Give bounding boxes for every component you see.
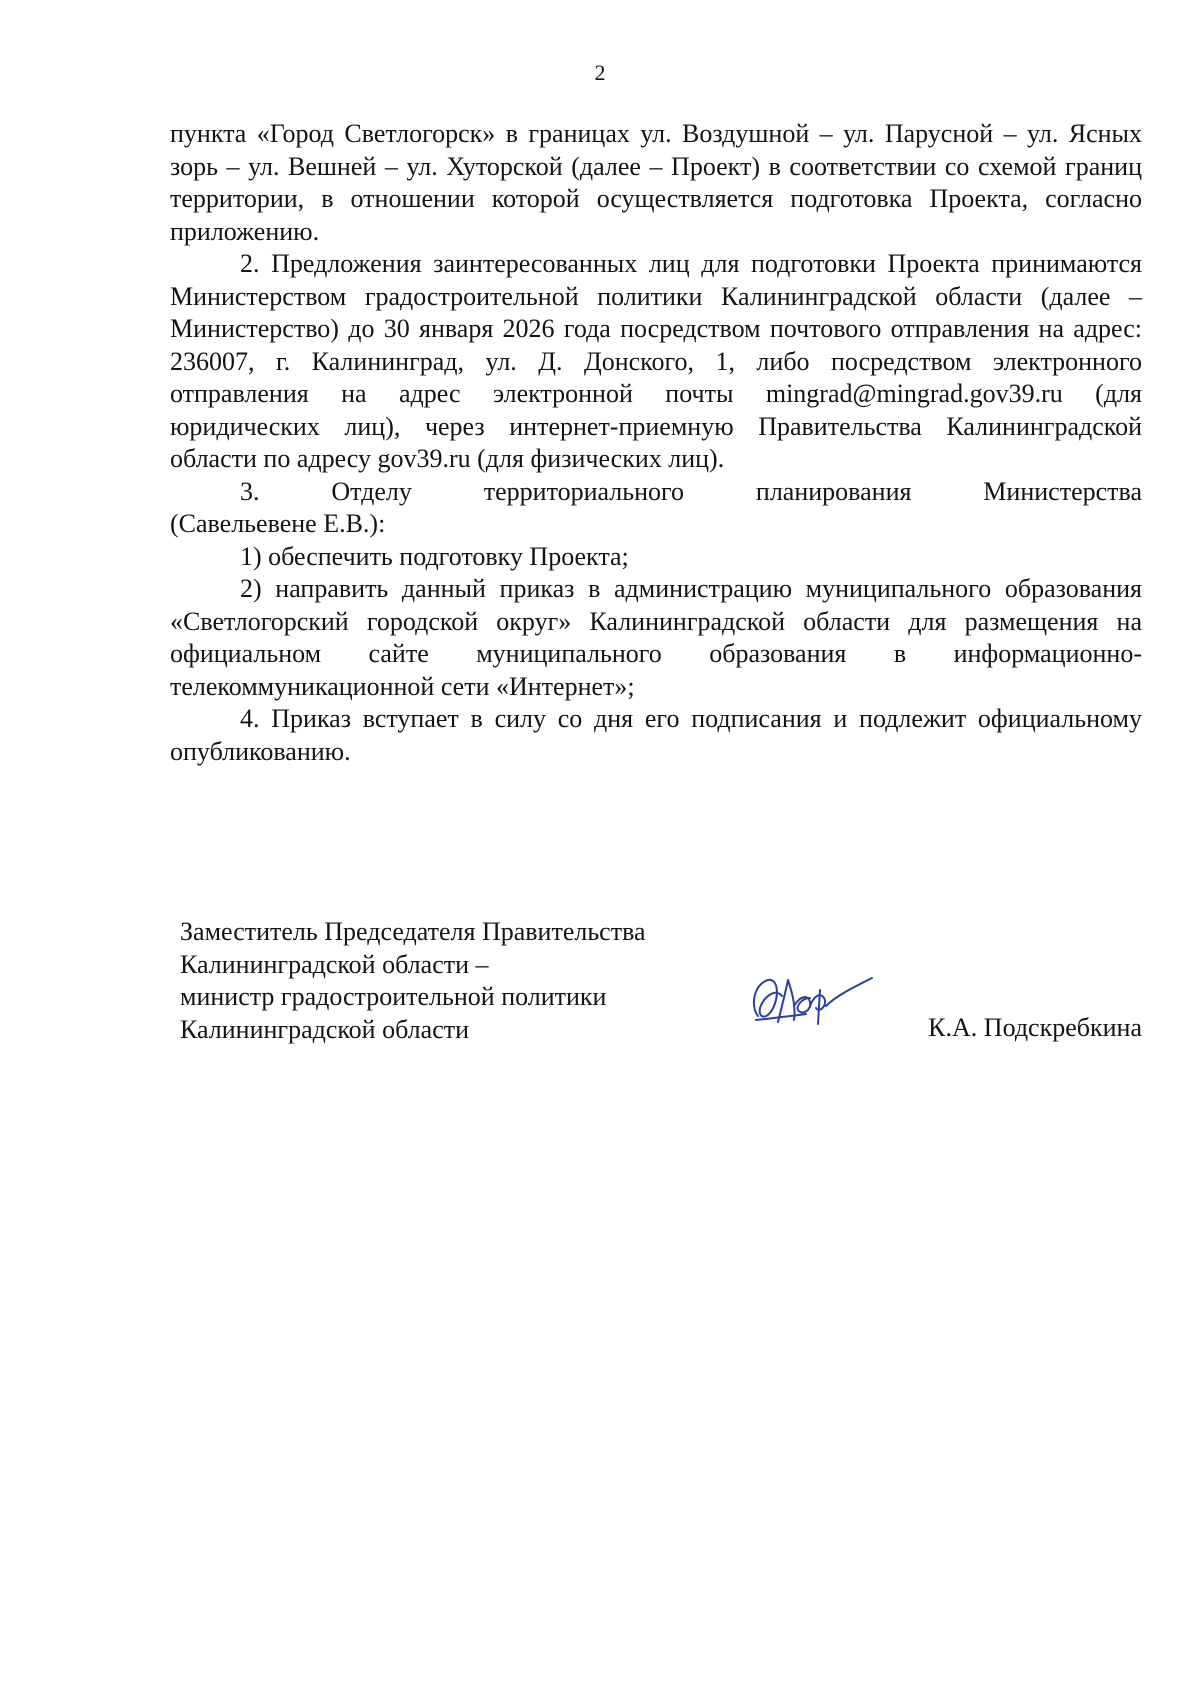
order-body bbox=[170, 118, 1142, 768]
paragraph-3-addressee: (Савельевене Е.В.): bbox=[170, 509, 386, 538]
signer-name: К.А. Подскребкина bbox=[928, 1013, 1142, 1042]
page-number: 2 bbox=[594, 60, 606, 85]
signer-position-line: Заместитель Председателя Правительства bbox=[180, 917, 646, 946]
handwritten-signature bbox=[744, 966, 876, 1036]
paragraph-2: 2. Предложения заинтересованных лиц для подготовки Проекта принимаются Министерством градостроительной политики Калининградской области (далее – Министерство) до 30 января 2026 года посредством почтового отправления на адрес: 236007, г. Калининград, ул. Д. Донского, 1, либо посредством электронного отправления на адрес электронной почты mingrad@mingrad.gov39.ru (для юридических лиц), через интернет-приемную Правительства Калининградской области по адресу gov39.ru (для физических лиц). bbox=[170, 249, 1142, 473]
paragraph-3-heading: 3. Отделу территориального планирования Министерства bbox=[240, 476, 1142, 506]
paragraph-1-continuation: пункта «Город Светлогорск» в границах ул. Воздушной – ул. Парусной – ул. Ясных зорь – ул. Вешней – ул. Хуторской (далее – Проект) в соответствии со схемой границ территории, в отношении которой осуществляется подготовка Проекта, согласно приложению. bbox=[170, 119, 1142, 246]
paragraph-3-item-2: 2) направить данный приказ в администрацию муниципального образования «Светлогорский городской округ» Калининградской области для размещения на официальном сайте муниципального образования в информационно-телекоммуникационной сети «Интернет»; bbox=[170, 574, 1142, 701]
signer-position-line: Калининградской области bbox=[180, 1014, 470, 1044]
signature-strokes bbox=[754, 978, 872, 1024]
paragraph-3-item-1: 1) обеспечить подготовку Проекта; bbox=[240, 541, 629, 571]
paragraph-4: 4. Приказ вступает в силу со дня его подписания и подлежит официальному опубликованию. bbox=[170, 704, 1142, 766]
signer-position-line: Калининградской области – bbox=[180, 949, 489, 979]
signer-position-line: министр градостроительной политики bbox=[180, 982, 607, 1011]
signer-position bbox=[180, 916, 740, 1046]
